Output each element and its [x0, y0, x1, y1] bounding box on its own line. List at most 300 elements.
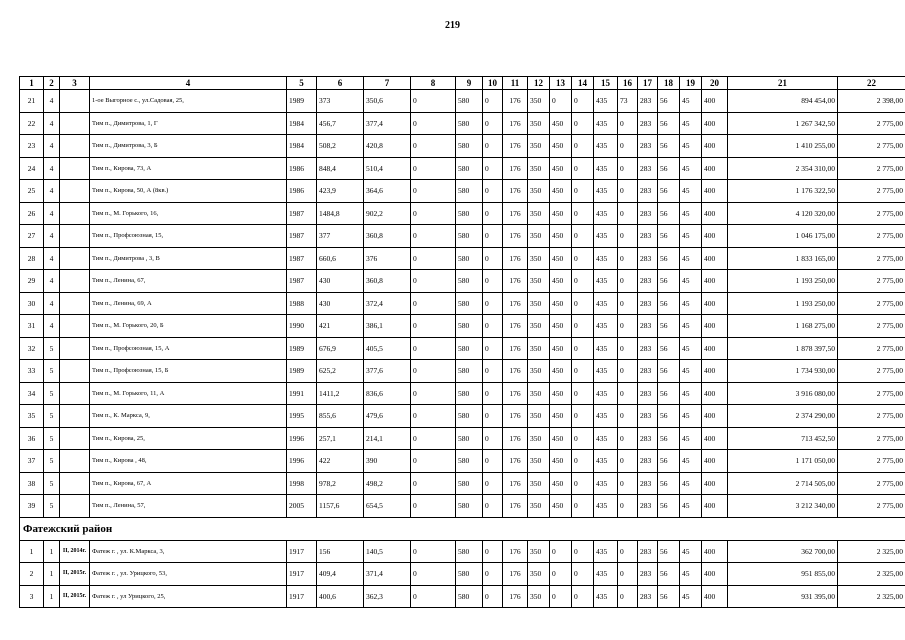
table-cell: 283: [638, 382, 658, 405]
table-cell: 56: [658, 112, 680, 135]
table-cell: 423,9: [317, 180, 364, 203]
table-cell: 45: [680, 247, 702, 270]
table-cell: 0: [618, 225, 638, 248]
table-cell: 435: [594, 382, 618, 405]
table-cell: 1 878 397,50: [728, 337, 838, 360]
table-cell: 435: [594, 427, 618, 450]
table-cell: 1: [44, 563, 60, 586]
table-cell: 176: [503, 472, 528, 495]
table-cell: [60, 247, 90, 270]
table-cell: 0: [483, 202, 503, 225]
table-cell: 5: [44, 405, 60, 428]
table-cell: 400: [702, 563, 728, 586]
table-cell: 0: [572, 540, 594, 563]
column-header: 7: [364, 77, 411, 90]
table-cell: 45: [680, 337, 702, 360]
table-cell: 283: [638, 247, 658, 270]
table-cell: 400: [702, 450, 728, 473]
table-row: [20, 225, 905, 248]
table-cell: 4: [44, 247, 60, 270]
table-cell: 350: [528, 292, 550, 315]
table-cell: 400: [702, 225, 728, 248]
table-cell: 283: [638, 360, 658, 383]
table-cell: 27: [20, 225, 44, 248]
table-cell: 430: [317, 292, 364, 315]
table-cell: 435: [594, 495, 618, 518]
table-cell: 422: [317, 450, 364, 473]
table-cell: 435: [594, 247, 618, 270]
table-cell: [60, 315, 90, 338]
table-cell: Тим п., Ленина, 69, А: [90, 292, 287, 315]
table-cell: 350: [528, 540, 550, 563]
column-header: 21: [728, 77, 838, 90]
table-cell: 580: [456, 563, 483, 586]
table-cell: Тим п., Кирова, 73, А: [90, 157, 287, 180]
table-cell: 360,8: [364, 270, 411, 293]
table-cell: 0: [411, 405, 456, 428]
table-cell: 2 775,00: [838, 112, 905, 135]
table-cell: Фатеж г. , ул. Урицкого, 53,: [90, 563, 287, 586]
table-cell: 0: [618, 135, 638, 158]
table-cell: 4: [44, 225, 60, 248]
table-cell: [60, 180, 90, 203]
table-cell: [60, 90, 90, 113]
table-cell: 0: [411, 563, 456, 586]
table-cell: 5: [44, 495, 60, 518]
table-cell: Тим п., Кирова, 67, А: [90, 472, 287, 495]
table-cell: 2 775,00: [838, 360, 905, 383]
table-row: [20, 495, 905, 518]
table-cell: 1 171 050,00: [728, 450, 838, 473]
header-row: [20, 77, 905, 90]
table-cell: 45: [680, 112, 702, 135]
table-cell: 56: [658, 540, 680, 563]
table-cell: 283: [638, 270, 658, 293]
table-cell: 0: [411, 180, 456, 203]
table-cell: 350: [528, 202, 550, 225]
table-cell: Тим п., Кирова, 50, А (8кв.): [90, 180, 287, 203]
table-cell: 56: [658, 563, 680, 586]
table-cell: 3 212 340,00: [728, 495, 838, 518]
table-cell: 0: [411, 382, 456, 405]
district-section-row: [20, 517, 905, 540]
table-cell: 1: [20, 540, 44, 563]
table-cell: 435: [594, 563, 618, 586]
table-cell: 580: [456, 405, 483, 428]
table-cell: 1984: [287, 135, 317, 158]
table-cell: 0: [411, 315, 456, 338]
table-cell: Тим п., Димитрова, 1, Г: [90, 112, 287, 135]
table-cell: 0: [411, 472, 456, 495]
table-cell: 350: [528, 337, 550, 360]
table-cell: 409,4: [317, 563, 364, 586]
table-cell: 1 267 342,50: [728, 112, 838, 135]
table-cell: 1984: [287, 112, 317, 135]
table-cell: 1990: [287, 315, 317, 338]
table-cell: 350: [528, 472, 550, 495]
table-cell: 283: [638, 450, 658, 473]
table-cell: 176: [503, 450, 528, 473]
table-cell: 1991: [287, 382, 317, 405]
table-row: [20, 315, 905, 338]
table-cell: 45: [680, 157, 702, 180]
table-cell: 45: [680, 450, 702, 473]
table-cell: 0: [618, 405, 638, 428]
table-cell: 45: [680, 135, 702, 158]
table-cell: 1917: [287, 540, 317, 563]
table-row: [20, 135, 905, 158]
table-cell: 580: [456, 270, 483, 293]
table-cell: 0: [483, 540, 503, 563]
table-cell: 580: [456, 180, 483, 203]
table-cell: 56: [658, 405, 680, 428]
table-cell: 0: [483, 112, 503, 135]
table-cell: 2 775,00: [838, 427, 905, 450]
table-cell: 350: [528, 495, 550, 518]
table-cell: 0: [411, 450, 456, 473]
table-cell: 435: [594, 90, 618, 113]
table-cell: 176: [503, 495, 528, 518]
table-cell: 400: [702, 405, 728, 428]
table-cell: 0: [411, 202, 456, 225]
table-cell: 4 120 320,00: [728, 202, 838, 225]
table-cell: 400: [702, 157, 728, 180]
table-cell: 2 354 310,00: [728, 157, 838, 180]
table-cell: 435: [594, 315, 618, 338]
table-cell: 283: [638, 585, 658, 608]
table-cell: 2 775,00: [838, 495, 905, 518]
table-cell: 0: [618, 292, 638, 315]
table-cell: 1989: [287, 90, 317, 113]
table-cell: 421: [317, 315, 364, 338]
table-cell: 3 916 080,00: [728, 382, 838, 405]
table-cell: 4: [44, 202, 60, 225]
table-cell: [60, 427, 90, 450]
table-cell: 1 193 250,00: [728, 270, 838, 293]
table-cell: 0: [411, 157, 456, 180]
table-cell: 1 176 322,50: [728, 180, 838, 203]
table-cell: Тим п., Ленина, 67,: [90, 270, 287, 293]
table-cell: 56: [658, 315, 680, 338]
table-cell: 435: [594, 135, 618, 158]
table-cell: 56: [658, 427, 680, 450]
table-row: [20, 540, 905, 563]
table-cell: 45: [680, 360, 702, 383]
table-cell: 450: [550, 495, 572, 518]
table-cell: 56: [658, 135, 680, 158]
table-row: [20, 202, 905, 225]
column-header: 5: [287, 77, 317, 90]
table-cell: 435: [594, 112, 618, 135]
table-cell: 0: [483, 360, 503, 383]
table-cell: 56: [658, 495, 680, 518]
table-row: [20, 472, 905, 495]
table-cell: 1987: [287, 270, 317, 293]
table-cell: 350: [528, 405, 550, 428]
table-cell: 400: [702, 202, 728, 225]
table-cell: 32: [20, 337, 44, 360]
column-header: 14: [572, 77, 594, 90]
table-cell: 1-ое Выгорное с., ул.Садовая, 25,: [90, 90, 287, 113]
table-cell: Тим п., К. Маркса, 9,: [90, 405, 287, 428]
table-cell: 1411,2: [317, 382, 364, 405]
table-cell: 0: [483, 563, 503, 586]
table-cell: 580: [456, 472, 483, 495]
table-cell: 0: [572, 225, 594, 248]
table-cell: 4: [44, 157, 60, 180]
table-cell: 0: [618, 585, 638, 608]
table-cell: 1986: [287, 157, 317, 180]
table-cell: 848,4: [317, 157, 364, 180]
table-cell: 56: [658, 360, 680, 383]
table-cell: 1917: [287, 585, 317, 608]
table-cell: [60, 135, 90, 158]
table-cell: 377,4: [364, 112, 411, 135]
table-cell: 0: [411, 225, 456, 248]
table-cell: 2 775,00: [838, 292, 905, 315]
table-cell: 390: [364, 450, 411, 473]
table-cell: 580: [456, 450, 483, 473]
table-cell: 56: [658, 585, 680, 608]
table-cell: 0: [411, 135, 456, 158]
table-cell: 45: [680, 270, 702, 293]
table-cell: 4: [44, 112, 60, 135]
table-cell: 435: [594, 337, 618, 360]
table-cell: 580: [456, 540, 483, 563]
table-cell: 0: [618, 315, 638, 338]
table-row: [20, 337, 905, 360]
table-cell: 400: [702, 180, 728, 203]
table-cell: 283: [638, 292, 658, 315]
table-cell: 450: [550, 112, 572, 135]
table-cell: 176: [503, 270, 528, 293]
table-cell: 283: [638, 315, 658, 338]
table-cell: 56: [658, 382, 680, 405]
table-cell: 1987: [287, 247, 317, 270]
table-cell: 1986: [287, 180, 317, 203]
table-cell: 56: [658, 157, 680, 180]
table-cell: 0: [550, 563, 572, 586]
table-cell: 654,5: [364, 495, 411, 518]
table-cell: 26: [20, 202, 44, 225]
table-cell: Тим п., М. Горького, 11, А: [90, 382, 287, 405]
table-cell: 0: [550, 90, 572, 113]
table-cell: 498,2: [364, 472, 411, 495]
table-cell: 0: [411, 495, 456, 518]
table-cell: 0: [618, 563, 638, 586]
table-cell: 400: [702, 135, 728, 158]
table-cell: Тим п., Профсоюзная, 15, А: [90, 337, 287, 360]
table-cell: 450: [550, 337, 572, 360]
table-cell: 580: [456, 112, 483, 135]
table-cell: 931 395,00: [728, 585, 838, 608]
table-cell: 56: [658, 90, 680, 113]
table-cell: 372,4: [364, 292, 411, 315]
table-cell: [60, 112, 90, 135]
table-cell: 350: [528, 225, 550, 248]
table-cell: 400: [702, 540, 728, 563]
table-cell: 0: [483, 405, 503, 428]
table-cell: 435: [594, 180, 618, 203]
table-cell: 33: [20, 360, 44, 383]
table-cell: 400: [702, 337, 728, 360]
table-cell: 0: [572, 157, 594, 180]
table-cell: 420,8: [364, 135, 411, 158]
table-cell: 3: [20, 585, 44, 608]
table-cell: 0: [411, 360, 456, 383]
table-cell: 45: [680, 292, 702, 315]
table-cell: 1996: [287, 450, 317, 473]
table-cell: 1 193 250,00: [728, 292, 838, 315]
table-cell: [60, 157, 90, 180]
table-cell: 0: [572, 270, 594, 293]
table-cell: 580: [456, 427, 483, 450]
table-cell: 0: [483, 135, 503, 158]
table-cell: 56: [658, 202, 680, 225]
table-cell: [60, 495, 90, 518]
table-cell: 1987: [287, 202, 317, 225]
table-cell: 450: [550, 360, 572, 383]
table-cell: 2 775,00: [838, 270, 905, 293]
table-cell: 0: [618, 157, 638, 180]
table-cell: 45: [680, 405, 702, 428]
table-cell: 450: [550, 382, 572, 405]
table-cell: 38: [20, 472, 44, 495]
table-cell: 73: [618, 90, 638, 113]
table-cell: 2 775,00: [838, 337, 905, 360]
table-cell: 580: [456, 382, 483, 405]
table-cell: 176: [503, 360, 528, 383]
table-cell: 23: [20, 135, 44, 158]
table-cell: 45: [680, 472, 702, 495]
table-cell: 2 775,00: [838, 202, 905, 225]
table-cell: Тим п., Кирова , 48,: [90, 450, 287, 473]
table-cell: 0: [572, 292, 594, 315]
table-cell: 350: [528, 315, 550, 338]
table-cell: 400: [702, 112, 728, 135]
table-cell: 400: [702, 382, 728, 405]
table-cell: 0: [411, 585, 456, 608]
table-cell: Тим п., Димитрова , 3, В: [90, 247, 287, 270]
table-row: [20, 112, 905, 135]
table-cell: 176: [503, 563, 528, 586]
table-cell: 283: [638, 563, 658, 586]
table-cell: 405,5: [364, 337, 411, 360]
table-cell: Тим п., Ленина, 57,: [90, 495, 287, 518]
table-cell: 400: [702, 90, 728, 113]
table-cell: 0: [618, 450, 638, 473]
table-cell: 0: [618, 360, 638, 383]
table-cell: 56: [658, 270, 680, 293]
table-cell: 350: [528, 563, 550, 586]
table-cell: 386,1: [364, 315, 411, 338]
table-row: [20, 360, 905, 383]
table-cell: 5: [44, 337, 60, 360]
column-header: 3: [60, 77, 90, 90]
table-cell: 2005: [287, 495, 317, 518]
table-cell: 283: [638, 495, 658, 518]
column-header: 1: [20, 77, 44, 90]
table-cell: 435: [594, 585, 618, 608]
table-cell: 373: [317, 90, 364, 113]
table-cell: 450: [550, 247, 572, 270]
table-cell: 0: [572, 495, 594, 518]
table-cell: 0: [572, 90, 594, 113]
table-cell: 56: [658, 292, 680, 315]
table-cell: 56: [658, 472, 680, 495]
table-cell: 435: [594, 472, 618, 495]
table-cell: 0: [572, 315, 594, 338]
table-cell: 37: [20, 450, 44, 473]
table-cell: [60, 292, 90, 315]
column-header: 4: [90, 77, 287, 90]
table-cell: 283: [638, 225, 658, 248]
table-row: [20, 563, 905, 586]
table-cell: 350: [528, 247, 550, 270]
table-cell: 0: [572, 382, 594, 405]
table-cell: 56: [658, 247, 680, 270]
table-cell: 1995: [287, 405, 317, 428]
table-cell: 2 775,00: [838, 225, 905, 248]
table-cell: 0: [483, 90, 503, 113]
table-cell: 376: [364, 247, 411, 270]
table-cell: [60, 202, 90, 225]
table-row: [20, 382, 905, 405]
column-header: 22: [838, 77, 905, 90]
table-row: [20, 180, 905, 203]
table-cell: [60, 382, 90, 405]
table-cell: 350,6: [364, 90, 411, 113]
table-cell: 45: [680, 540, 702, 563]
table-cell: 435: [594, 202, 618, 225]
table-cell: 2: [20, 563, 44, 586]
table-cell: 30: [20, 292, 44, 315]
table-cell: 283: [638, 90, 658, 113]
table-cell: 176: [503, 427, 528, 450]
table-cell: 56: [658, 225, 680, 248]
table-cell: 456,7: [317, 112, 364, 135]
table-cell: 435: [594, 450, 618, 473]
table-cell: [60, 225, 90, 248]
table-cell: 140,5: [364, 540, 411, 563]
table-cell: 350: [528, 427, 550, 450]
table-cell: 580: [456, 225, 483, 248]
table-cell: 0: [572, 427, 594, 450]
table-cell: 176: [503, 540, 528, 563]
table-cell: 450: [550, 405, 572, 428]
table-cell: 510,4: [364, 157, 411, 180]
column-header: 10: [483, 77, 503, 90]
table-cell: 176: [503, 337, 528, 360]
table-cell: 4: [44, 315, 60, 338]
housing-registry-table: [19, 76, 905, 608]
column-header: 18: [658, 77, 680, 90]
table-cell: 0: [483, 337, 503, 360]
table-cell: 1 734 930,00: [728, 360, 838, 383]
table-cell: 0: [618, 472, 638, 495]
table-cell: 0: [411, 540, 456, 563]
table-cell: [60, 270, 90, 293]
table-cell: 450: [550, 180, 572, 203]
table-cell: 283: [638, 157, 658, 180]
table-cell: 283: [638, 135, 658, 158]
column-header: 17: [638, 77, 658, 90]
table-cell: 45: [680, 202, 702, 225]
column-header: 9: [456, 77, 483, 90]
column-header: 20: [702, 77, 728, 90]
table-cell: 350: [528, 360, 550, 383]
table-cell: 450: [550, 225, 572, 248]
